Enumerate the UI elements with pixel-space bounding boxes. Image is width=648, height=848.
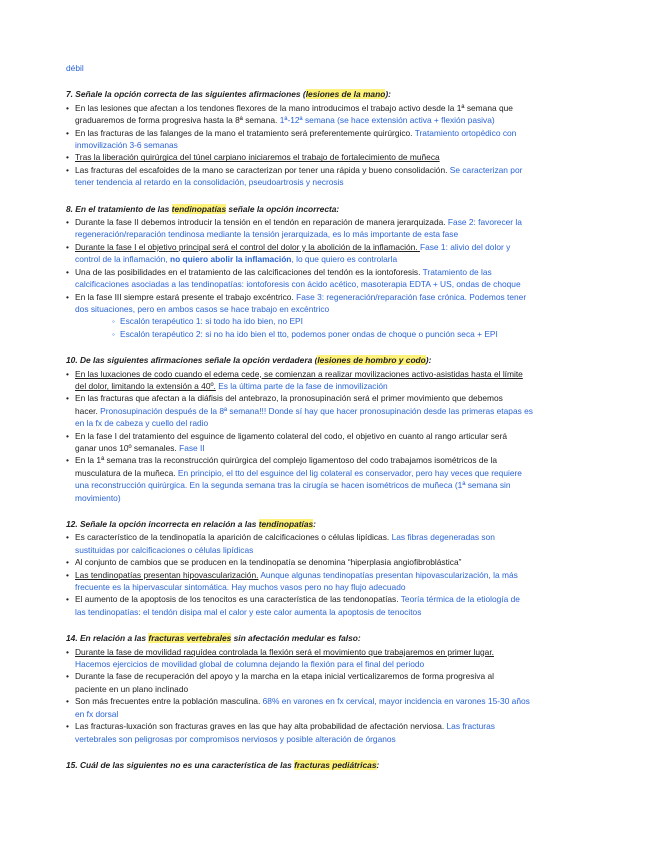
sub-list-item: ◦ Escalón terapéutico 2: si no ha ido bien el tto, podemos poner ondas de choque o punción seca + EPI [112, 328, 498, 339]
bullet: • [66, 430, 69, 441]
bullet: • [66, 569, 69, 580]
correct-answer: Durante la fase de movilidad raquídea controlada la flexión será el movimiento que trabajaremos en primer lugar. [75, 646, 494, 657]
list-item: • En las lesiones que afectan a los tendones flexores de la mano introducimos el trabajo activo desde la 1ª semana que graduaremos de forma progresiva hasta la 8ª semana. 1ª-12ª semana (se hace extensión activa + flexión pasiva) [66, 102, 513, 126]
question-8-heading: 8. En el tratamiento de las tendinopatías señale la opción incorrecta: [66, 203, 340, 214]
bullet: • [66, 164, 69, 175]
highlight: tendinopatías [171, 203, 227, 214]
list-item: • Las fracturas-luxación son fracturas graves en las que hay alta probabilidad de afectación nerviosa. Las fracturas vertebrales son peligrosas por compromisos nerviosos y posible alteración de órganos [66, 721, 495, 744]
correct-answer: Durante la fase I el objetivo principal será el control del dolor y la abolición de la inflamación. [75, 241, 420, 252]
list-item: • En las fracturas que afectan a la diáfisis del antebrazo, la pronosupinación será el primer movimiento que debemos hacer. Pronosupinación después de la 8ª semana!!! Donde sí hay que hacer pronosupinación desde las primeras etapas es en la fx de cabeza y cuello del radio [66, 393, 533, 429]
correct-answer: Las tendinopatías presentan hipovascularización. [75, 569, 259, 580]
highlight: tendinopatías [258, 519, 314, 529]
question-10-heading: 10. De las siguientes afirmaciones señale la opción verdadera (lesiones de hombro y codo): [66, 355, 432, 366]
question-12-heading: 12. Señale la opción incorrecta en relación a las tendinopatías: [66, 519, 316, 529]
question-15-heading: 15. Cuál de las siguientes no es una característica de las fracturas pediátricas: [66, 759, 380, 770]
list-item: • Al conjunto de cambios que se producen en la tendinopatía se denomina “hiperplasia angiofibroblástica” [66, 557, 462, 568]
list-item: • Una de las posibilidades en el tratamiento de las calcificaciones del tendón es la iontoforesis. Tratamiento de las calcificaciones asociadas a las tendinopatías: iontoforesis con ácido acético, masoterapia EDTA + US, ondas de choque [66, 266, 521, 290]
list-item: • En la fase I del tratamiento del esguince de ligamento colateral del codo, el objetivo en cuanto al rango articular será ganar unos 10º semanales. Fase II [66, 430, 508, 453]
list-item: • Durante la fase de movilidad raquídea controlada la flexión será el movimiento que trabajaremos en primer lugar. Hacemos ejercicios de movilidad global de columna dejando la flexión para el final del periodo [66, 646, 494, 670]
question-7-heading: 7. Señale la opción correcta de las siguientes afirmaciones (lesiones de la mano): [66, 89, 391, 100]
list-item: • Las tendinopatías presentan hipovascularización. Aunque algunas tendinopatías presentan hipovascularización, la más frecuente es la hipervascular sintomática. Hay muchos vasos pero no hay flujo adecuado [66, 569, 518, 593]
bullet: • [66, 557, 69, 568]
list-item: • Son más frecuentes entre la población masculina. 68% en varones en fx cervical, mayor incidencia en varones 15-30 años en fx dorsal [66, 696, 530, 719]
list-item: • En la fase III siempre estará presente el trabajo excéntrico. Fase 3: regeneración/reparación fase crónica. Podemos tener dos situaciones, pero en ambos casos se hace trabajo en excéntrico [66, 291, 527, 314]
highlight: lesiones de la mano [305, 89, 386, 100]
list-item: • Es característico de la tendinopatía la aparición de calcificaciones o células lipídicas. Las fibras degeneradas son sustituidas por calcificaciones o células lipídicas [66, 532, 495, 555]
highlight: fracturas pediátricas [294, 759, 377, 770]
list-item: • Las fracturas del escafoides de la mano se caracterizan por tener una rápida y bueno consolidación. Se caracterizan por tener tendencia al retardo en la consolidación, pseudoartrosis y necrosis [66, 164, 523, 188]
bullet: • [66, 532, 69, 543]
bullet: • [66, 291, 69, 302]
highlight: lesiones de hombro y codo [317, 355, 426, 366]
question-14-heading: 14. En relación a las fracturas vertebrales sin afectación medular es falso: [66, 633, 361, 644]
bullet: • [66, 646, 69, 657]
bullet: • [66, 721, 69, 732]
sub-list-item: ◦ Escalón terapéutico 1: si todo ha ido bien, no EPI [112, 316, 303, 327]
list-item: • El aumento de la apoptosis de los tenocitos es una característica de las tendonopatías. Teoría térmica de la etiología de las tendinopatías: el tendón disipa mal el calor y este calor aumenta la apoptosis de tenocitos [66, 594, 520, 617]
bullet: • [66, 671, 69, 682]
bullet: • [66, 152, 69, 163]
list-item: • Durante la fase de recuperación del apoyo y la marcha en la etapa inicial verticalizaremos de forma progresiva al paciente en un plano inclinado [66, 671, 494, 694]
list-item: • Durante la fase I el objetivo principal será el control del dolor y la abolición de la inflamación. Fase 1: alivio del dolor y control de la inflamación, no quiero abolir la inflamación, lo que quiero es controlarla [66, 241, 511, 265]
sub-bullet: ◦ [112, 316, 115, 327]
highlight: fracturas vertebrales [148, 633, 232, 644]
sub-bullet: ◦ [112, 328, 115, 339]
bullet: • [66, 266, 69, 277]
correct-answer: En las luxaciones de codo cuando el edema cede, se comienzan a realizar movilizaciones activo-asistidas hasta el límite [75, 368, 523, 379]
list-item: • Durante la fase II debemos introducir la tensión en el tendón en reparación de manera jerarquizada. Fase 2: favorecer la regeneración/reparación tendinosa mediante la tensión jerarquizada, es lo más importante de esta fase [66, 217, 522, 240]
bullet: • [66, 455, 69, 466]
intro-text: débil [66, 63, 84, 73]
bullet: • [66, 594, 69, 605]
list-item: • En las fracturas de las falanges de la mano el tratamiento será preferentemente quirúrgico. Tratamiento ortopédico con inmovilización 3-6 semanas [66, 127, 517, 151]
bullet: • [66, 393, 69, 404]
bullet: • [66, 696, 69, 707]
bullet: • [66, 368, 69, 379]
bullet: • [66, 217, 69, 228]
bullet: • [66, 102, 69, 113]
list-item [66, 151, 596, 163]
correct-answer: Tras la liberación quirúrgica del túnel carpiano iniciaremos el trabajo de fortalecimiento de muñeca [75, 152, 440, 163]
bullet: • [66, 127, 69, 138]
bullet: • [66, 241, 69, 252]
list-item: • En las luxaciones de codo cuando el edema cede, se comienzan a realizar movilizaciones activo-asistidas hasta el límite del dolor, limitando la extensión a 40º. Es la última parte de la fase de inmovilización [66, 368, 523, 391]
list-item: • En la 1ª semana tras la reconstrucción quirúrgica del complejo ligamentoso del codo trabajamos isométricos de la musculatura de la muñeca. En principio, el tto del esguince del lig colateral es conservador, pero hay veces que requiere una reconstrucción quirúrgica. En la segunda semana tras la cirugía se hacen isométricos de muñeca (1ª semana sin movimiento) [66, 455, 522, 503]
